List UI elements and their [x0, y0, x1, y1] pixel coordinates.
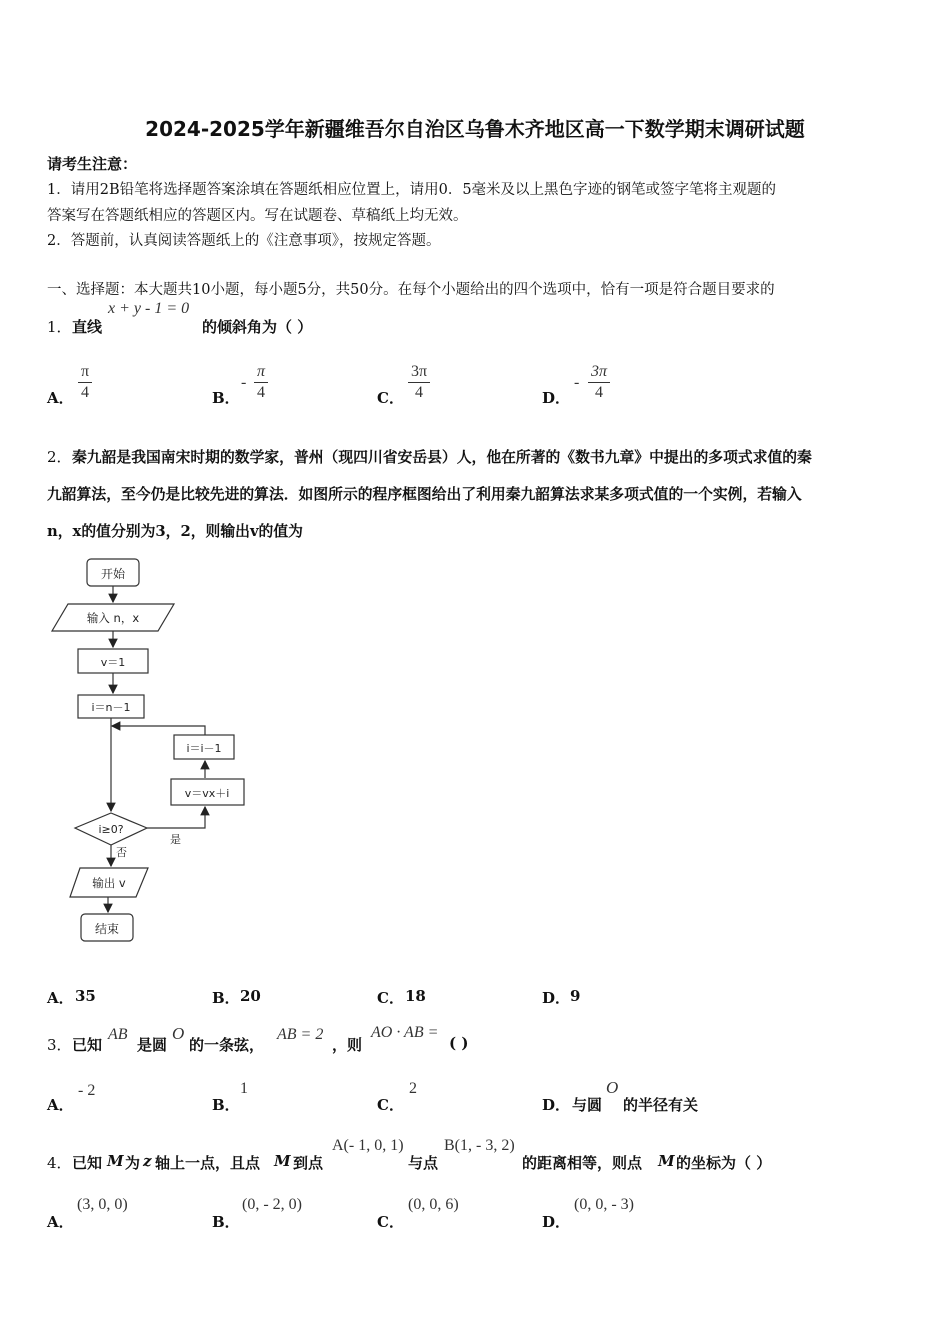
q4-mid2: 轴上一点，且点: [155, 1154, 261, 1172]
q3-option-b-value: 1: [240, 1080, 248, 1097]
q3-option-b-label: B．: [212, 1096, 240, 1114]
q1-option-a-num: π: [80, 363, 90, 380]
q1-option-b-sign: -: [241, 374, 247, 391]
notice-heading: 请考生注意：: [47, 155, 138, 173]
q3-mid1: 是圆: [137, 1036, 168, 1054]
q3-option-a-label: A．: [47, 1096, 74, 1114]
q1-option-c-num: 3π: [410, 363, 428, 380]
q2-number: 2．: [47, 448, 72, 466]
q1-option-a-fraction: [76, 362, 94, 403]
q3-ab: AB: [108, 1026, 128, 1043]
q3-number: 3．: [47, 1036, 72, 1054]
q4-option-a-label: A．: [47, 1213, 74, 1231]
section-heading: 一、选择题：本大题共10小题，每小题5分，共50分。在每个小题给出的四个选项中，恰有一项是符合题目要求的: [47, 282, 775, 298]
q4-mid4: 与点: [408, 1154, 439, 1172]
q4-z: z: [143, 1152, 152, 1170]
q1-option-c-label: C．: [377, 389, 404, 407]
q4-option-d-label: D．: [542, 1213, 571, 1231]
q4-point-a: A(- 1, 0, 1): [332, 1137, 404, 1154]
q4-post: 的坐标为（ ）: [676, 1154, 772, 1172]
q1-post: 的倾斜角为（ ）: [202, 318, 313, 336]
flowchart-loop-arrow: [112, 726, 205, 735]
q2-line2: 九韶算法，至今仍是比较先进的算法．如图所示的程序框图给出了利用秦九韶算法求某多项式值的一个实例，若输入: [47, 486, 802, 503]
q3-dot-product: AO · AB =: [371, 1024, 439, 1041]
q2-option-d-value: 9: [570, 987, 581, 1005]
q4-option-b-label: B．: [212, 1213, 240, 1231]
flowchart-output-label: 输出 v: [92, 876, 126, 890]
flowchart-i-dec-label: i＝i－1: [186, 742, 222, 755]
q1-option-c-den: 4: [415, 384, 423, 401]
q4-option-a-value: (3, 0, 0): [77, 1196, 128, 1213]
flowchart-condition-label: i≥0?: [98, 823, 124, 836]
q1-number: 1．: [47, 318, 72, 336]
notice-line2: 2．答题前，认真阅读答题纸上的《注意事项》，按规定答题。: [47, 233, 441, 249]
q1-option-d-den: 4: [595, 384, 603, 401]
q3-option-c-value: 2: [409, 1080, 417, 1097]
q1-option-d-sign: -: [574, 374, 580, 391]
q4-option-c-value: (0, 0, 6): [408, 1196, 459, 1213]
q4-point-b: B(1, - 3, 2): [444, 1137, 515, 1154]
q2-option-a-label: A．: [47, 989, 74, 1007]
q3-pre: 已知: [72, 1036, 103, 1054]
q3-option-d-post: 的半径有关: [623, 1096, 699, 1114]
flowchart-no-label: 否: [116, 846, 127, 859]
q4-option-c-label: C．: [377, 1213, 404, 1231]
q4-m3: M: [658, 1152, 675, 1170]
q4-mid5: 的距离相等，则点: [522, 1154, 643, 1172]
q4-mid3: 到点: [293, 1154, 324, 1172]
q1-option-a-label: A．: [47, 389, 74, 407]
flowchart-v-update-label: v＝vx＋i: [184, 787, 230, 800]
q3-mid3: ，则: [332, 1036, 363, 1054]
q2-option-b-value: 20: [240, 987, 261, 1005]
q2-flowchart: [50, 555, 250, 945]
notice-line1b: 答案写在答题纸相应的答题区内。写在试题卷、草稿纸上均无效。: [47, 208, 468, 224]
q2-option-d-label: D．: [542, 989, 571, 1007]
q4-option-d-value: (0, 0, - 3): [574, 1196, 634, 1213]
q3-post: ( ): [449, 1034, 469, 1052]
q2-option-a-value: 35: [75, 987, 96, 1005]
page-title: 2024-2025学年新疆维吾尔自治区乌鲁木齐地区高一下数学期末调研试题: [145, 117, 805, 141]
flowchart-start-label: 开始: [100, 567, 126, 581]
q2-option-b-label: B．: [212, 989, 240, 1007]
q2-option-c-label: C．: [377, 989, 404, 1007]
q2-line1: 秦九韶是我国南宋时期的数学家，普州（现四川省安岳县）人，他在所著的《数书九章》中提出的多项式求值的秦: [72, 449, 812, 466]
q1-option-a-den: 4: [81, 384, 89, 401]
q3-option-d-pre: 与圆: [572, 1096, 603, 1114]
flowchart-v-init-label: v＝1: [100, 656, 126, 669]
flowchart-yes-label: 是: [170, 833, 181, 846]
q1-option-b-fraction: [252, 362, 270, 403]
q3-option-a-value: - 2: [78, 1082, 96, 1099]
flowchart-yes-arrow: [147, 807, 205, 828]
q4-mid1: 为: [125, 1154, 141, 1172]
q4-pre: 已知: [72, 1154, 103, 1172]
notice-line1a: 1．请用2B铅笔将选择题答案涂填在答题纸相应位置上，请用0．5毫米及以上黑色字迹的钢笔或签字笔将主观题的: [47, 182, 777, 198]
q3-option-c-label: C．: [377, 1096, 404, 1114]
q1-option-b-label: B．: [212, 389, 240, 407]
q3-option-d-label: D．: [542, 1096, 571, 1114]
q1-option-d-num: 3π: [590, 363, 607, 380]
q1-option-d-fraction: [586, 362, 612, 403]
flowchart-input-label: 输入 n，x: [86, 611, 140, 625]
q3-option-d-circle-o: O: [606, 1078, 619, 1097]
flowchart-end-label: 结束: [94, 922, 120, 936]
q1-pre: 直线: [72, 318, 103, 336]
q2-option-c-value: 18: [405, 987, 426, 1005]
q1-option-c-fraction: [406, 362, 432, 403]
flowchart-i-init-label: i＝n－1: [91, 701, 131, 714]
q1-option-d-label: D．: [542, 389, 571, 407]
q1-option-b-den: 4: [257, 384, 265, 401]
q3-circle-o: O: [172, 1024, 185, 1043]
q2-line3: n，x的值分别为3，2，则输出v的值为: [47, 523, 303, 540]
q3-mid2: 的一条弦，: [189, 1036, 265, 1054]
q4-option-b-value: (0, - 2, 0): [242, 1196, 302, 1213]
q1-option-b-num: π: [256, 363, 265, 380]
q3-eq: AB = 2: [277, 1026, 324, 1043]
q1-formula: x + y - 1 = 0: [108, 300, 190, 317]
q4-m2: M: [274, 1152, 291, 1170]
q4-m: M: [107, 1152, 124, 1170]
q4-number: 4．: [47, 1154, 72, 1172]
